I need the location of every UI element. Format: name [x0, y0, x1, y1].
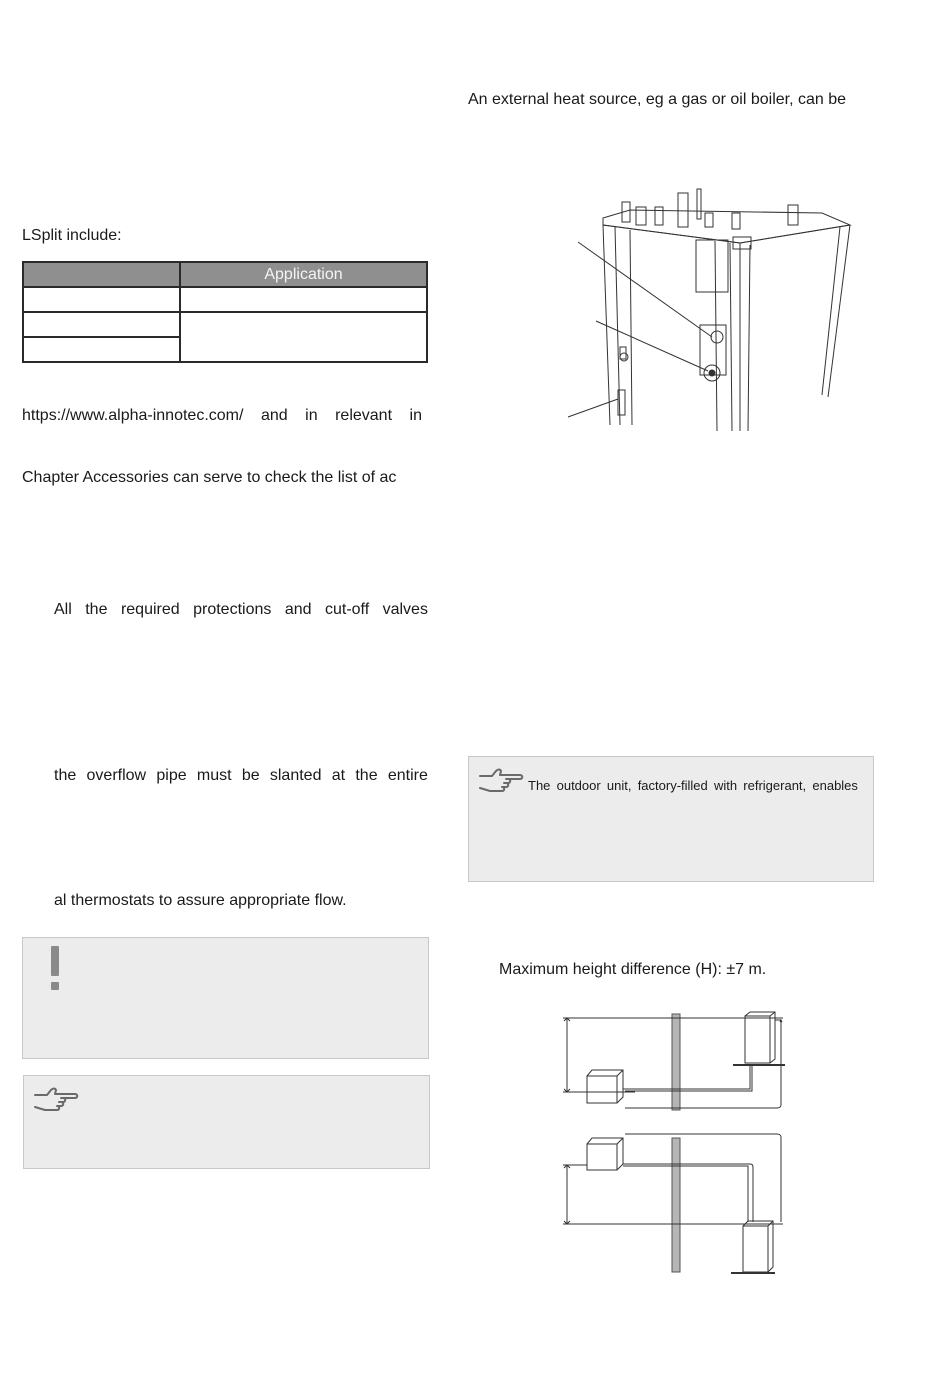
url-line [22, 406, 422, 426]
word: The [528, 778, 551, 793]
word: enables [812, 778, 858, 793]
word: be [241, 767, 260, 784]
table-cell [23, 287, 180, 312]
external-heat-text: An external heat source, eg a gas or oil boiler, can be [468, 91, 847, 108]
word: pipe [156, 767, 187, 784]
word: and [260, 407, 288, 424]
word: with [713, 778, 738, 793]
table-cell [180, 287, 427, 312]
word: refrigerant, [743, 778, 807, 793]
table-header-cell [23, 262, 180, 287]
word: and [284, 601, 312, 618]
note-text [528, 778, 858, 794]
warning-note [22, 937, 429, 1059]
word: relevant [335, 407, 393, 424]
height-difference-diagram [555, 1008, 795, 1278]
indoor-unit-illustration [560, 185, 860, 435]
accessories-chapter-text: Chapter Accessories can serve to check the list of ac [22, 469, 397, 486]
word: slanted [269, 767, 322, 784]
word: required [120, 601, 180, 618]
exclamation-icon [47, 945, 63, 991]
table-cell [180, 312, 427, 362]
word: must [196, 767, 232, 784]
url-text: https://www.alpha-innotec.com/ [22, 407, 244, 424]
word: All [54, 601, 72, 618]
word: outdoor [556, 778, 601, 793]
word: unit, [606, 778, 632, 793]
overflow-line [54, 766, 428, 786]
table-cell [23, 312, 180, 337]
table-row [23, 287, 427, 312]
word: factory-filled [637, 778, 708, 793]
table-header-row [23, 262, 427, 287]
accessories-table [22, 261, 428, 363]
word: valves [382, 601, 428, 618]
word: cut-off [324, 601, 370, 618]
accessories-intro: LSplit include: [22, 227, 122, 244]
word: entire [387, 767, 428, 784]
word: in [305, 407, 318, 424]
table-header-cell: Application [180, 262, 427, 287]
hint-note [23, 1075, 430, 1169]
pointing-hand-icon [33, 1085, 79, 1113]
height-difference-text: Maximum height difference (H): ±7 m. [499, 961, 767, 978]
table-row [23, 312, 427, 337]
protections-line [54, 600, 428, 620]
word: the [54, 767, 77, 784]
word: protections [193, 601, 272, 618]
word: overflow [86, 767, 147, 784]
thermostat-text: al thermostats to assure appropriate flow. [54, 892, 347, 909]
word: in [409, 407, 422, 424]
refrigerant-note [468, 756, 874, 882]
word: the [355, 767, 378, 784]
pointing-hand-icon [478, 766, 524, 794]
word: at [331, 767, 346, 784]
table-cell [23, 337, 180, 362]
word: the [85, 601, 108, 618]
